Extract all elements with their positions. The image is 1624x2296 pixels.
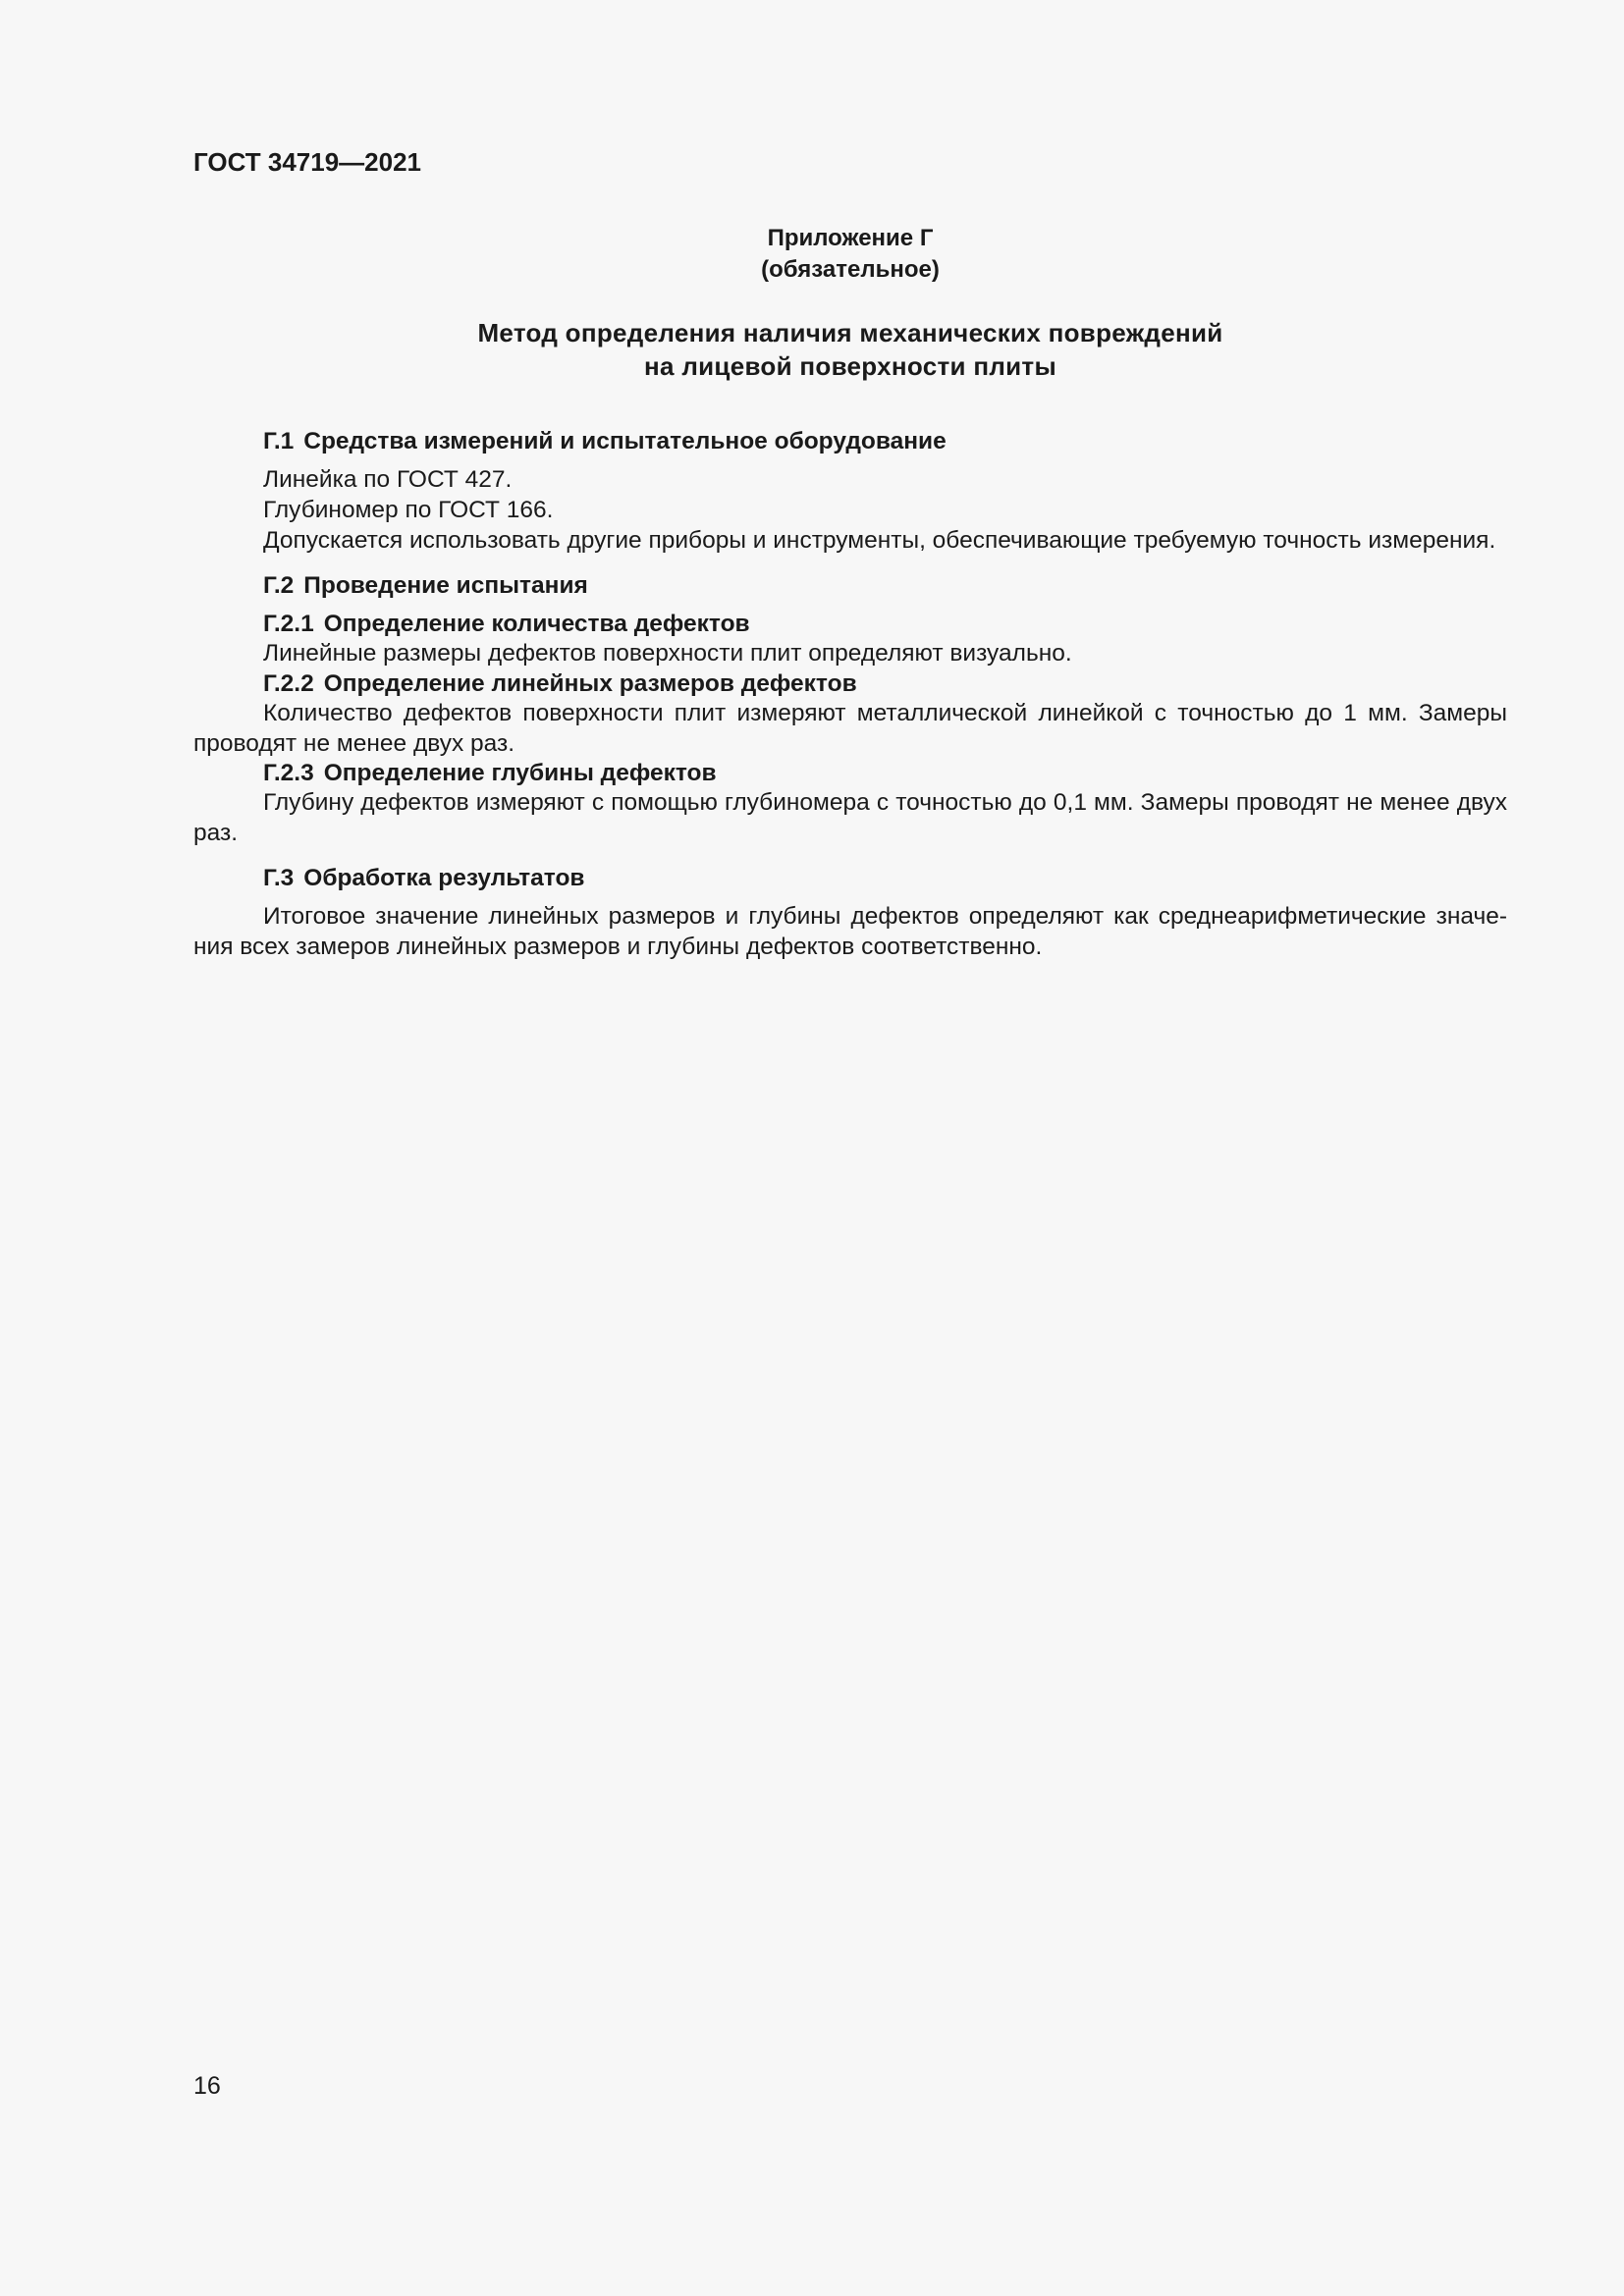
paragraph-g3: Итоговое значение линейных размеров и глубины дефектов определяют как среднеарифметические значе-ния всех замеров линейных размеров и глубины дефектов соответственно. — [193, 903, 1507, 960]
equipment-line: Глубиномер по ГОСТ 166. — [263, 497, 554, 523]
appendix-label: Приложение Г — [767, 225, 934, 251]
section-number: Г.2.3 — [263, 760, 314, 786]
section-title: Проведение испытания — [303, 572, 588, 599]
section-heading-g1 — [263, 428, 947, 455]
paragraph-g21: Линейные размеры дефектов поверхности плит определяют визуально. — [263, 640, 1072, 667]
paragraph-g23: Глубину дефектов измеряют с помощью глубиномера с точностью до 0,1 мм. Замеры проводят не менее двух раз. — [193, 789, 1507, 846]
appendix-title-line-1: Метод определения наличия механических повреждений — [477, 318, 1223, 347]
document-header: ГОСТ 34719—2021 — [193, 147, 421, 177]
section-number: Г.1 — [263, 428, 295, 454]
section-heading-g3 — [263, 865, 585, 892]
section-heading-g2 — [263, 572, 588, 600]
page-number: 16 — [193, 2072, 221, 2100]
equipment-line: Допускается использовать другие приборы и инструменты, обеспечивающие требуемую точность измерения. — [263, 527, 1496, 554]
section-title: Определение глубины дефектов — [323, 760, 717, 786]
paragraph-g22: Количество дефектов поверхности плит измеряют металлической линейкой с точностью до 1 мм. Замеры проводят не менее двух раз. — [193, 700, 1507, 757]
section-heading-g21 — [263, 611, 750, 638]
section-heading-g23 — [263, 760, 717, 787]
section-number: Г.3 — [263, 865, 295, 891]
appendix-title-line-2: на лицевой поверхности плиты — [644, 351, 1056, 381]
section-number: Г.2.1 — [263, 611, 314, 637]
section-number: Г.2.2 — [263, 670, 314, 697]
appendix-status: (обязательное) — [761, 256, 940, 283]
section-title: Определение количества дефектов — [323, 611, 750, 637]
section-title: Обработка результатов — [303, 865, 585, 891]
section-number: Г.2 — [263, 572, 295, 599]
section-title: Определение линейных размеров дефектов — [323, 670, 857, 697]
equipment-line: Линейка по ГОСТ 427. — [263, 466, 513, 493]
section-heading-g22 — [263, 670, 857, 698]
section-title: Средства измерений и испытательное оборудование — [303, 428, 947, 454]
